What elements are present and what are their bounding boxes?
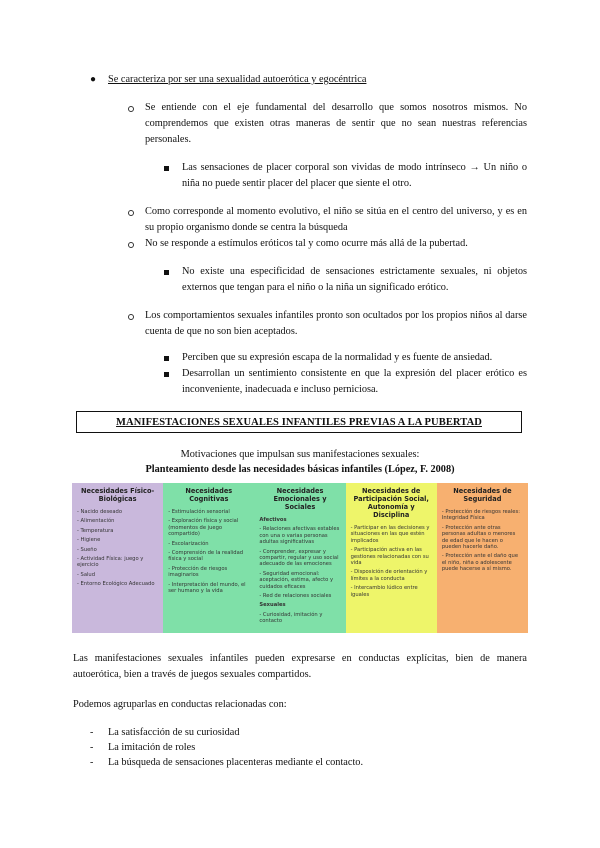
needs-column [254, 483, 345, 633]
list-item: La búsqueda de sensaciones placenteras mediante el contacto. [108, 757, 364, 768]
needs-column [72, 483, 163, 633]
needs-column-title: Necesidades Físico-Biológicas [80, 487, 155, 503]
needs-item: - Sueño [77, 546, 97, 553]
sub-item-2: Como corresponde al momento evolutivo, el niño se sitúa en el centro del universo, y es en su propio organismo donde se centra la búsqueda [145, 206, 527, 233]
needs-item: - Curiosidad, imitación y contacto [259, 611, 323, 625]
bullet-dot: ● [90, 74, 97, 85]
sub-item-4b: Desarrollan un sentimiento consistente en que la expresión del placer erótico es inconveniente, inadecuada e incluso perniciosa. [182, 368, 527, 395]
paragraph-grouping: Podemos agruparlas en conductas relacionadas con: [73, 699, 287, 710]
needs-item: - Intercambio lúdico entre iguales [350, 585, 418, 598]
needs-item: - Comprensión de la realidad física y social [168, 550, 244, 563]
needs-column [163, 483, 254, 633]
needs-item: - Salud [77, 571, 96, 578]
needs-item: - Temperatura [77, 527, 114, 534]
intro-bullet-text: Se caracteriza por ser una sexualidad autoerótica y egocéntrica [108, 74, 367, 85]
needs-item: - Protección de riesgos reales: Integridad Física [441, 509, 520, 522]
sub-item-3a: No existe una especificidad de sensaciones estrictamente sexuales, ni objetos externos que tengan para el niño o la niña un significado erótico. [182, 266, 527, 293]
circle-bullet [128, 242, 134, 248]
dash-bullet: - [90, 757, 94, 768]
needs-item: - Estimulación sensorial [168, 509, 230, 515]
needs-item: - Participar en las decisiones y situaciones en las que estén implicados [350, 525, 430, 544]
needs-item: - Entorno Ecológico Adecuado [77, 581, 155, 588]
sub-item-4a: Perciben que su expresión escapa de la normalidad y es fuente de ansiedad. [182, 352, 493, 363]
square-bullet [164, 166, 169, 171]
needs-column-title: Necesidades de Participación Social, Autonomía y Disciplina [353, 487, 429, 519]
needs-item: - Higiene [77, 537, 101, 544]
needs-item: - Comprender, expresar y compartir, regular y uso social adecuado de las emociones [259, 548, 339, 568]
needs-item: - Relaciones afectivas estables con una o varias personas adultas significativas [259, 526, 340, 546]
needs-item: - Participación activa en las gestiones relacionadas con su vida [350, 547, 429, 567]
needs-item: - Alimentación [77, 518, 115, 525]
circle-bullet [128, 106, 134, 112]
needs-item: Sexuales [259, 602, 286, 609]
dash-bullet: - [90, 727, 94, 738]
list-item: La satisfacción de su curiosidad [108, 727, 240, 738]
sub-item-4: Los comportamientos sexuales infantiles pronto son ocultados por los propios niños al darse cuenta de que no son bien aceptados. [145, 310, 527, 337]
sub-item-1a: Las sensaciones de placer corporal son vividas de modo intrínseco → Un niño o niña no puede sentir placer del placer que siente el otro. [182, 162, 527, 189]
sub-item-3: No se responde a estímulos eróticos tal y como ocurre más allá de la pubertad. [145, 238, 468, 249]
needs-table [72, 483, 528, 633]
needs-item: - Protección ante otras personas adultas o menores de edad que le hacen o pueden hacerle daño. [441, 524, 516, 551]
section-title: MANIFESTACIONES SEXUALES INFANTILES PREVIAS A LA PUBERTAD [116, 416, 482, 428]
square-bullet [164, 372, 169, 377]
needs-item: - Interpretación del mundo, el ser humano y la vida [168, 581, 246, 595]
sub-item-1: Se entiende con el eje fundamental del desarrollo que somos nosotros mismos. No comprendemos que existen otras maneras de sentir que no sean nuestras referencias personales. [145, 102, 527, 145]
needs-item: - Seguridad emocional: aceptación, estima, afecto y cuidados eficaces [259, 570, 334, 590]
circle-bullet [128, 314, 134, 320]
circle-bullet [128, 210, 134, 216]
square-bullet [164, 356, 169, 361]
needs-item: Afectivos [259, 517, 287, 523]
needs-column [346, 483, 437, 633]
approach-line: Planteamiento desde las necesidades básicas infantiles (López, F. 2008) [145, 464, 455, 475]
needs-item: - Escolarización [168, 540, 209, 547]
needs-item: - Red de relaciones sociales [259, 593, 332, 600]
needs-column-title: Necesidades Emocionales y Sociales [273, 487, 327, 511]
square-bullet [164, 270, 169, 275]
motivation-line: Motivaciones que impulsan sus manifestaciones sexuales: [180, 449, 420, 460]
dash-bullet: - [90, 742, 94, 753]
section-title-box [76, 411, 522, 433]
needs-column-title: Necesidades Cognitivas [185, 487, 233, 503]
needs-item: - Exploración física y social (momentos de juego compartido) [168, 518, 239, 538]
needs-column [437, 483, 528, 633]
needs-item: - Protección ante el daño que el niño, niña o adolescente puede hacerse a sí mismo. [441, 553, 519, 573]
needs-column-title: Necesidades de Seguridad [453, 487, 512, 503]
needs-item: - Actividad Física: juego y ejercicio [77, 556, 144, 569]
needs-item: - Disposición de orientación y límites a la conducta [350, 569, 428, 582]
paragraph-manifestations: Las manifestaciones sexuales infantiles pueden expresarse en conductas explícitas, bien de manera autoerótica, bien a través de juegos sexuales compartidos. [73, 653, 527, 680]
needs-item: - Nacido deseado [77, 509, 123, 515]
list-item: La imitación de roles [108, 742, 196, 753]
needs-item: - Protección de riesgos imaginarios [168, 565, 228, 579]
